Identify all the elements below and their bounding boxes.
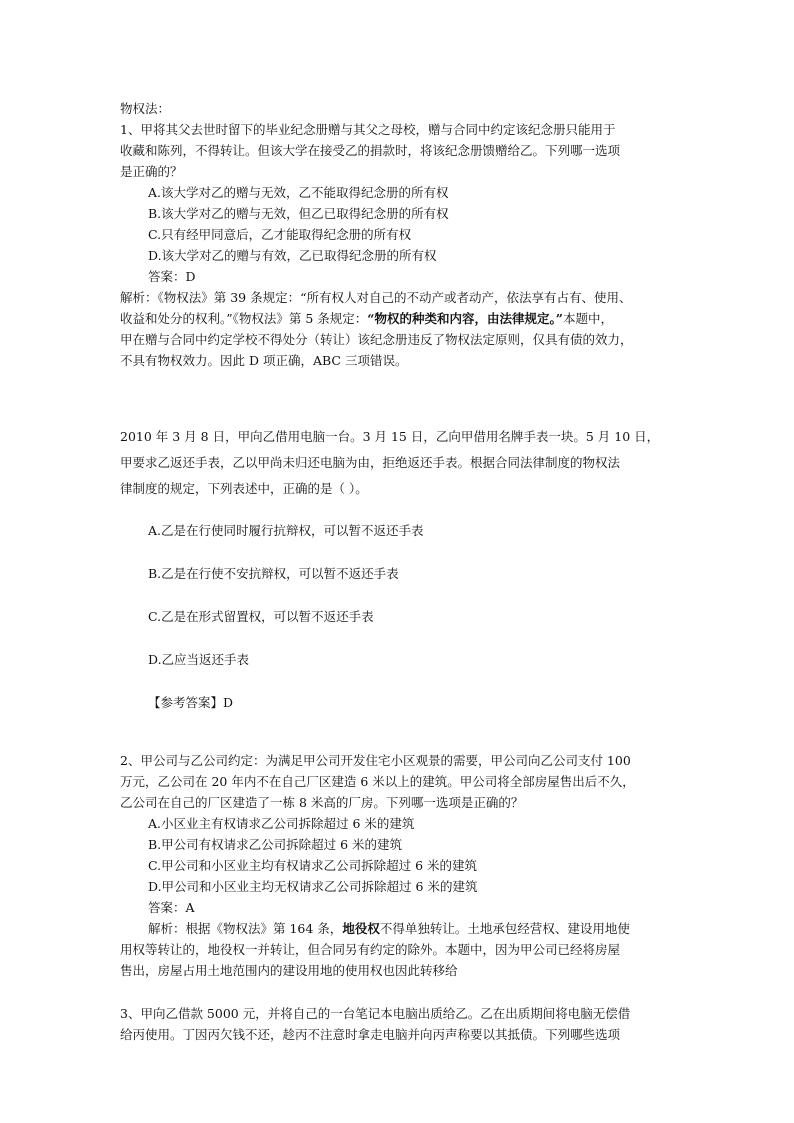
answer-line: 答案：D xyxy=(148,269,196,284)
question-2 xyxy=(120,750,680,981)
analysis-line: 不具有物权效力。因此 D 项正确，ABC 三项错误。 xyxy=(120,353,408,368)
answer-line: 答案：A xyxy=(148,900,195,915)
question-text-line: 乙公司在自己的厂区建造了一栋 8 米高的厂房。下列哪一选项是正确的？ xyxy=(120,795,524,810)
analysis-text: 解析：根据《物权法》第 164 条， xyxy=(148,921,343,936)
analysis-line: 解析：《物权法》第 39 条规定：“所有权人对自己的不动产或者动产，依法享有占有、使用、 xyxy=(120,290,632,305)
analysis-text: 本题中， xyxy=(562,311,613,326)
answer-line: 【参考答案】D xyxy=(148,695,234,710)
analysis-bold-term: 地役权 xyxy=(342,921,380,936)
option-a: A.该大学对乙的赠与无效，乙不能取得纪念册的所有权 xyxy=(148,185,449,200)
option-b: B.乙是在行使不安抗辩权，可以暂不返还手表 xyxy=(148,566,399,581)
document-page xyxy=(120,98,680,1045)
question-1 xyxy=(120,119,680,371)
question-text-line: 2010 年 3 月 8 日，甲向乙借用电脑一台。3 月 15 日，乙向甲借用名牌手表一块。5 月 10 日， xyxy=(120,429,660,444)
option-c: C.只有经甲同意后，乙才能取得纪念册的所有权 xyxy=(148,227,412,242)
question-text-line: 是正确的？ xyxy=(120,164,183,179)
analysis-line xyxy=(120,918,680,939)
question-text-line: 万元，乙公司在 20 年内不在自己厂区建造 6 米以上的建筑。甲公司将全部房屋售出后不久， xyxy=(120,774,635,789)
question-text-line: 甲要求乙返还手表，乙以甲尚未归还电脑为由，拒绝返还手表。根据合同法律制度的物权法 xyxy=(120,455,621,470)
option-d: D.乙应当返还手表 xyxy=(148,652,250,667)
analysis-text: 收益和处分的权利。”《物权法》第 5 条规定： xyxy=(120,311,368,326)
option-c: C.乙是在形式留置权，可以暂不返还手表 xyxy=(148,609,374,624)
option-a: A.小区业主有权请求乙公司拆除超过 6 米的建筑 xyxy=(148,816,415,831)
question-text-line: 给丙使用。丁因丙欠钱不还，趁丙不注意时拿走电脑并向丙声称要以其抵债。下列哪些选项 xyxy=(120,1027,621,1042)
option-b: B.该大学对乙的赠与无效，但乙已取得纪念册的所有权 xyxy=(148,206,449,221)
option-d: D.甲公司和小区业主均无权请求乙公司拆除超过 6 米的建筑 xyxy=(148,879,478,894)
analysis-line: 用权等转让的，地役权一并转让，但合同另有约定的除外。本题中，因为甲公司已经将房屋 xyxy=(120,942,621,957)
question-3 xyxy=(120,1003,680,1045)
analysis-text: 不得单独转让。土地承包经营权、建设用地使 xyxy=(379,921,630,936)
option-b: B.甲公司有权请求乙公司拆除超过 6 米的建筑 xyxy=(148,837,403,852)
option-d: D.该大学对乙的赠与有效，乙已取得纪念册的所有权 xyxy=(148,248,437,263)
question-text-line: 1、甲将其父去世时留下的毕业纪念册赠与其父之母校，赠与合同中约定该纪念册只能用于 xyxy=(120,122,616,137)
option-a: A.乙是在行使同时履行抗辩权，可以暂不返还手表 xyxy=(148,523,424,538)
question-text-line: 2、甲公司与乙公司约定：为满足甲公司开发住宅小区观景的需要，甲公司向乙公司支付 100 xyxy=(120,753,631,768)
analysis-line: 甲在赠与合同中约定学校不得处分（转让）该纪念册违反了物权法定原则，仅具有债的效力， xyxy=(120,332,633,347)
analysis-line: 售出，房屋占用土地范围内的建设用地的使用权也因此转移给 xyxy=(120,963,458,978)
question-text-line: 3、甲向乙借款 5000 元，并将自己的一台笔记本电脑出质给乙。乙在出质期间将电脑无偿借 xyxy=(120,1006,631,1021)
section-heading: 物权法： xyxy=(120,101,171,116)
question-mid xyxy=(120,424,680,713)
option-c: C.甲公司和小区业主均有权请求乙公司拆除超过 6 米的建筑 xyxy=(148,858,477,873)
question-text-line: 收藏和陈列，不得转让。但该大学在接受乙的捐款时，将该纪念册馈赠给乙。下列哪一选项 xyxy=(120,143,621,158)
question-text-line: 律制度的规定，下列表述中，正确的是（ ）。 xyxy=(120,481,368,496)
analysis-line xyxy=(120,308,680,329)
analysis-bold-quote: “物权的种类和内容，由法律规定。” xyxy=(367,311,563,326)
